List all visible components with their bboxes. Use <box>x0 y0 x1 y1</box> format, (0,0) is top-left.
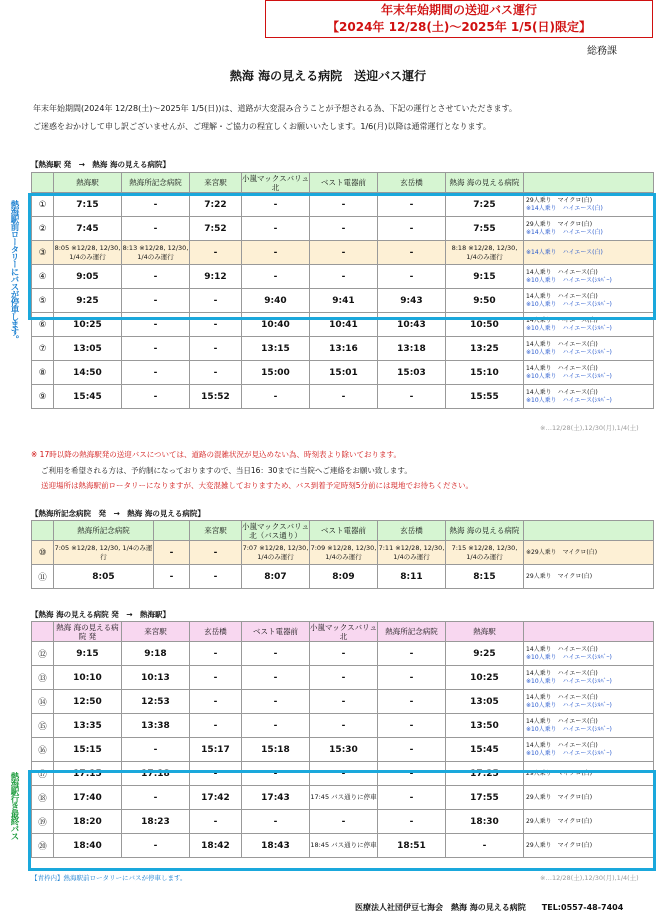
vehicle-alt: ※10人乗り ハイエース(ｼﾙﾊﾞｰ) <box>526 749 612 757</box>
vehicle-note <box>524 241 654 265</box>
row-number: ⑭ <box>32 690 54 714</box>
time-cell: - <box>190 762 242 786</box>
time-cell: 9:15 <box>446 265 524 289</box>
vehicle-alt: ※10人乗り ハイエース(ｼﾙﾊﾞｰ) <box>526 725 612 733</box>
time-cell: 15:52 <box>190 385 242 409</box>
time-cell: - <box>122 834 190 858</box>
column-header: 小嵐マックスバリュ北（バス通り） <box>242 521 309 540</box>
vehicle-primary: 14人乗り ハイエース(白) <box>526 388 598 396</box>
vehicle-note <box>524 714 654 738</box>
time-cell: 17:15 <box>54 762 122 786</box>
table-row <box>32 193 654 217</box>
table-row <box>32 762 654 786</box>
vehicle-primary: 14人乗り ハイエース(白) <box>526 316 598 324</box>
vehicle-alt: ※10人乗り ハイエース(ｼﾙﾊﾞｰ) <box>526 324 612 332</box>
time-cell: 18:43 <box>242 834 310 858</box>
time-cell: 7:25 <box>446 193 524 217</box>
row-number: ⑦ <box>32 337 54 361</box>
time-cell: - <box>310 217 378 241</box>
vehicle-primary: 29人乗り マイクロ(白) <box>526 572 593 580</box>
vehicle-alt: ※14人乗り ハイエース(白) <box>526 248 603 256</box>
time-cell: 15:10 <box>446 361 524 385</box>
time-cell: 15:55 <box>446 385 524 409</box>
table-row <box>32 834 654 858</box>
warning-text <box>31 447 641 494</box>
time-cell: 17:18 <box>122 762 190 786</box>
column-header: 小嵐マックスバリュ北 <box>242 173 309 192</box>
time-cell: - <box>242 385 310 409</box>
time-cell: - <box>242 241 310 265</box>
time-cell: - <box>190 241 242 265</box>
vehicle-note <box>524 565 654 589</box>
vehicle-note <box>524 738 654 762</box>
vehicle-note <box>524 193 654 217</box>
vehicle-note <box>524 810 654 834</box>
time-cell: 17:40 <box>54 786 122 810</box>
time-cell: 8:13 ※12/28, 12/30, 1/4のみ運行 <box>122 241 190 265</box>
row-number: ⑫ <box>32 642 54 666</box>
notice-line1: 年末年始期間の送迎バス運行 <box>380 3 537 17</box>
time-cell: - <box>122 738 190 762</box>
vehicle-note <box>524 385 654 409</box>
intro-line1: 年末年始期間(2024年 12/28(土)～2025年 1/5(日))は、道路が大変混み合うことが予想される為、下記の運行とさせていただきます。 <box>33 104 517 113</box>
vehicle-primary: 29人乗り マイクロ(白) <box>526 817 593 825</box>
time-cell: 10:25 <box>446 666 524 690</box>
time-cell: 10:25 <box>54 313 122 337</box>
vehicle-alt: ※10人乗り ハイエース(ｼﾙﾊﾞｰ) <box>526 653 612 661</box>
table-row <box>32 361 654 385</box>
header-row <box>32 622 654 642</box>
time-cell: - <box>378 762 446 786</box>
time-cell: 7:15 ※12/28, 12/30, 1/4のみ運行 <box>446 541 524 565</box>
table-row <box>32 666 654 690</box>
time-cell: 13:18 <box>378 337 446 361</box>
time-cell: 8:07 <box>242 565 310 589</box>
time-cell: 10:13 <box>122 666 190 690</box>
time-cell: - <box>378 714 446 738</box>
time-cell: 13:50 <box>446 714 524 738</box>
vehicle-note <box>524 642 654 666</box>
vehicle-alt: ※10人乗り ハイエース(ｼﾙﾊﾞｰ) <box>526 276 612 284</box>
table3-footnote: ※…12/28(土),12/30(月),1/4(土) <box>540 874 639 882</box>
time-cell: - <box>378 265 446 289</box>
footer: 医療法人社団伊豆七海会 熱海 海の見える病院 TEL:0557-48-7404 <box>355 903 624 912</box>
vehicle-alt: ※10人乗り ハイエース(ｼﾙﾊﾞｰ) <box>526 396 612 404</box>
time-cell: 18:45 バス通りに停車 <box>310 834 378 858</box>
column-header <box>154 521 190 541</box>
row-number: ⑰ <box>32 762 54 786</box>
vehicle-primary: 14人乗り ハイエース(白) <box>526 669 598 677</box>
time-cell: 10:40 <box>242 313 310 337</box>
time-cell: 15:30 <box>310 738 378 762</box>
vehicle-primary: 14人乗り ハイエース(白) <box>526 717 598 725</box>
time-cell: - <box>190 666 242 690</box>
time-cell: 18:20 <box>54 810 122 834</box>
column-header: 玄岳橋 <box>378 521 446 541</box>
table3-bottom-note: 【青枠内】熱海駅前ロータリーにバスが停車します。 <box>31 874 187 882</box>
vehicle-alt: ※14人乗り ハイエース(白) <box>526 228 603 236</box>
time-cell: 15:45 <box>54 385 122 409</box>
time-cell: - <box>378 642 446 666</box>
table-row <box>32 385 654 409</box>
time-cell: - <box>190 642 242 666</box>
time-cell: 15:18 <box>242 738 310 762</box>
time-cell: - <box>310 690 378 714</box>
table-row <box>32 714 654 738</box>
time-cell: - <box>242 666 310 690</box>
time-cell: - <box>242 265 310 289</box>
vehicle-note <box>524 834 654 858</box>
side-label-last-bus: 熱海駅行き最終バス <box>9 772 19 840</box>
table2-label: 【熱海所記念病院 発 → 熱海 海の見える病院】 <box>31 509 205 518</box>
time-cell: 9:40 <box>242 289 310 313</box>
time-cell: - <box>122 289 190 313</box>
column-header <box>524 622 654 642</box>
column-header: ベスト電器前 <box>310 521 378 541</box>
row-number: ⑥ <box>32 313 54 337</box>
column-header: 玄岳橋 <box>378 173 446 193</box>
table3-label: 【熱海 海の見える病院 発 → 熱海駅】 <box>31 610 171 619</box>
row-number: ⑬ <box>32 666 54 690</box>
vehicle-primary: 14人乗り ハイエース(白) <box>526 693 598 701</box>
row-number: ⑳ <box>32 834 54 858</box>
time-cell: - <box>310 385 378 409</box>
column-header: 来宮駅 <box>190 173 242 193</box>
time-cell: - <box>190 714 242 738</box>
timetable-clinic-to-hospital <box>31 520 654 589</box>
time-cell: - <box>310 810 378 834</box>
time-cell: 12:50 <box>54 690 122 714</box>
time-cell: - <box>190 313 242 337</box>
time-cell: 18:40 <box>54 834 122 858</box>
table-row <box>32 265 654 289</box>
time-cell: 18:23 <box>122 810 190 834</box>
column-header: 来宮駅 <box>122 622 190 642</box>
notice-line2: 【2024年 12/28(土)～2025年 1/5(日)限定】 <box>327 20 591 34</box>
time-cell: 7:07 ※12/28, 12/30, 1/4のみ運行 <box>242 541 310 565</box>
time-cell: - <box>122 361 190 385</box>
row-number: ① <box>32 193 54 217</box>
time-cell: 10:50 <box>446 313 524 337</box>
time-cell: - <box>242 762 310 786</box>
time-cell: - <box>242 714 310 738</box>
time-cell: 9:25 <box>54 289 122 313</box>
time-cell: 15:00 <box>242 361 310 385</box>
time-cell: 13:35 <box>54 714 122 738</box>
side-label-rotary: 熱海駅前ロータリーにバスが停車します。 <box>9 200 19 343</box>
time-cell: 7:15 <box>54 193 122 217</box>
vehicle-alt: ※10人乗り ハイエース(ｼﾙﾊﾞｰ) <box>526 300 612 308</box>
table-row <box>32 313 654 337</box>
table-row <box>32 810 654 834</box>
time-cell: 13:15 <box>242 337 310 361</box>
column-header: 熱海駅 <box>54 173 122 193</box>
time-cell: - <box>242 217 310 241</box>
time-cell: - <box>190 541 242 565</box>
department: 総務課 <box>587 46 617 57</box>
vehicle-primary: 14人乗り ハイエース(白) <box>526 741 598 749</box>
time-cell: 7:55 <box>446 217 524 241</box>
time-cell: 15:03 <box>378 361 446 385</box>
time-cell: 13:05 <box>54 337 122 361</box>
vehicle-note <box>524 762 654 786</box>
time-cell: - <box>242 810 310 834</box>
time-cell: 9:12 <box>190 265 242 289</box>
column-header: 熱海所記念病院 <box>378 622 446 642</box>
time-cell: - <box>378 666 446 690</box>
vehicle-note <box>524 265 654 289</box>
vehicle-primary: 29人乗り マイクロ(白) <box>526 196 593 204</box>
row-number: ⑱ <box>32 786 54 810</box>
column-header: 熱海 海の見える病院 発 <box>54 622 122 642</box>
vehicle-note <box>524 541 654 565</box>
page-title: 熱海 海の見える病院 送迎バス運行 <box>229 69 427 83</box>
column-header: 熱海所記念病院 <box>122 173 190 193</box>
table1-footnote: ※…12/28(土),12/30(月),1/4(土) <box>540 424 639 432</box>
time-cell: 8:09 <box>310 565 378 589</box>
time-cell: 7:52 <box>190 217 242 241</box>
column-header <box>32 622 54 642</box>
row-number: ③ <box>32 241 54 265</box>
time-cell: - <box>122 313 190 337</box>
table1-label: 【熱海駅 発 → 熱海 海の見える病院】 <box>31 160 171 169</box>
row-number: ② <box>32 217 54 241</box>
column-header: ベスト電器前 <box>310 173 378 193</box>
time-cell: - <box>190 337 242 361</box>
time-cell: - <box>378 217 446 241</box>
time-cell: - <box>190 810 242 834</box>
time-cell: - <box>122 193 190 217</box>
vehicle-note <box>524 786 654 810</box>
vehicle-note <box>524 313 654 337</box>
time-cell: 15:01 <box>310 361 378 385</box>
column-header <box>524 173 654 193</box>
time-cell: - <box>310 265 378 289</box>
column-header <box>524 521 654 541</box>
notice-box <box>265 0 653 38</box>
time-cell: - <box>378 690 446 714</box>
timetable-station-to-hospital <box>31 172 654 409</box>
vehicle-alt: ※10人乗り ハイエース(ｼﾙﾊﾞｰ) <box>526 348 612 356</box>
column-header: 来宮駅 <box>190 521 242 541</box>
time-cell: 7:05 ※12/28, 12/30, 1/4のみ運行 <box>54 541 154 565</box>
row-number: ⑨ <box>32 385 54 409</box>
time-cell: - <box>242 642 310 666</box>
time-cell: 17:43 <box>242 786 310 810</box>
time-cell: 10:10 <box>54 666 122 690</box>
time-cell: 10:41 <box>310 313 378 337</box>
column-header: 熱海 海の見える病院 <box>446 173 524 193</box>
time-cell: 17:25 <box>446 762 524 786</box>
time-cell: 8:05 ※12/28, 12/30, 1/4のみ運行 <box>54 241 122 265</box>
time-cell: 15:45 <box>446 738 524 762</box>
time-cell: - <box>242 193 310 217</box>
time-cell: 8:11 <box>378 565 446 589</box>
vehicle-note <box>524 217 654 241</box>
time-cell: 9:15 <box>54 642 122 666</box>
vehicle-primary: 29人乗り マイクロ(白) <box>526 220 593 228</box>
vehicle-primary: 14人乗り ハイエース(白) <box>526 340 598 348</box>
table-row <box>32 541 654 565</box>
time-cell: 14:50 <box>54 361 122 385</box>
column-header: ベスト電器前 <box>242 622 310 642</box>
time-cell: - <box>378 810 446 834</box>
warning-line3: 送迎場所は熱海駅前ロータリーになりますが、大変混雑しておりますため、バス到着予定時刻5分前には現地でお待ちください。 <box>41 481 473 490</box>
time-cell: - <box>122 265 190 289</box>
vehicle-primary: 14人乗り ハイエース(白) <box>526 364 598 372</box>
vehicle-note <box>524 690 654 714</box>
vehicle-primary: 14人乗り ハイエース(白) <box>526 268 598 276</box>
time-cell: - <box>242 690 310 714</box>
time-cell: - <box>446 834 524 858</box>
row-number: ⑪ <box>32 565 54 589</box>
vehicle-alt: ※10人乗り ハイエース(ｼﾙﾊﾞｰ) <box>526 701 612 709</box>
time-cell: 9:50 <box>446 289 524 313</box>
timetable-hospital-to-station <box>31 621 654 858</box>
time-cell: 13:38 <box>122 714 190 738</box>
time-cell: - <box>122 786 190 810</box>
time-cell: - <box>154 541 190 565</box>
time-cell: 9:41 <box>310 289 378 313</box>
time-cell: - <box>310 241 378 265</box>
time-cell: - <box>310 193 378 217</box>
time-cell: 18:30 <box>446 810 524 834</box>
table-row <box>32 289 654 313</box>
vehicle-note <box>524 337 654 361</box>
time-cell: 9:05 <box>54 265 122 289</box>
time-cell: - <box>190 690 242 714</box>
vehicle-alt: ※10人乗り ハイエース(ｼﾙﾊﾞｰ) <box>526 677 612 685</box>
row-number: ④ <box>32 265 54 289</box>
time-cell: 9:25 <box>446 642 524 666</box>
time-cell: 8:18 ※12/28, 12/30, 1/4のみ運行 <box>446 241 524 265</box>
time-cell: - <box>378 385 446 409</box>
time-cell: - <box>190 289 242 313</box>
time-cell: 12:53 <box>122 690 190 714</box>
vehicle-note <box>524 361 654 385</box>
time-cell: 18:51 <box>378 834 446 858</box>
vehicle-alt: ※10人乗り ハイエース(ｼﾙﾊﾞｰ) <box>526 372 612 380</box>
table-row <box>32 241 654 265</box>
time-cell: - <box>122 385 190 409</box>
time-cell: - <box>310 762 378 786</box>
row-number: ⑤ <box>32 289 54 313</box>
time-cell: - <box>122 337 190 361</box>
column-header: 熱海 海の見える病院 <box>446 521 524 541</box>
time-cell: 15:17 <box>190 738 242 762</box>
time-cell: 17:55 <box>446 786 524 810</box>
time-cell: - <box>310 642 378 666</box>
time-cell: 9:18 <box>122 642 190 666</box>
time-cell: - <box>310 714 378 738</box>
header-row <box>32 521 654 541</box>
time-cell: 7:11 ※12/28, 12/30, 1/4のみ運行 <box>378 541 446 565</box>
column-header: 小嵐マックスバリュ北 <box>310 622 377 641</box>
time-cell: 18:42 <box>190 834 242 858</box>
intro-text <box>33 100 633 136</box>
row-number: ⑩ <box>32 541 54 565</box>
intro-line2: ご迷惑をおかけして申し訳ございませんが、ご理解・ご協力の程宜しくお願いいたします。1/6(月)以降は通常運行となります。 <box>33 122 491 131</box>
time-cell: 7:22 <box>190 193 242 217</box>
table-row <box>32 786 654 810</box>
time-cell: - <box>378 738 446 762</box>
time-cell: - <box>122 217 190 241</box>
row-number: ⑮ <box>32 714 54 738</box>
vehicle-primary: 29人乗り マイクロ(白) <box>526 841 593 849</box>
time-cell: 8:15 <box>446 565 524 589</box>
table-row <box>32 738 654 762</box>
time-cell: - <box>190 361 242 385</box>
time-cell: 15:15 <box>54 738 122 762</box>
time-cell: 7:45 <box>54 217 122 241</box>
header-row <box>32 173 654 193</box>
time-cell: 17:45 バス通りに停車 <box>310 786 378 810</box>
column-header: 熱海所記念病院 <box>54 521 154 541</box>
time-cell: 13:25 <box>446 337 524 361</box>
time-cell: 13:05 <box>446 690 524 714</box>
time-cell: 17:42 <box>190 786 242 810</box>
time-cell: 13:16 <box>310 337 378 361</box>
vehicle-primary: 29人乗り マイクロ(白) <box>526 769 593 777</box>
table-row <box>32 642 654 666</box>
time-cell: - <box>190 565 242 589</box>
column-header: 熱海駅 <box>446 622 524 642</box>
vehicle-alt: ※14人乗り ハイエース(白) <box>526 204 603 212</box>
table-row <box>32 217 654 241</box>
vehicle-primary: 14人乗り ハイエース(白) <box>526 292 598 300</box>
warning-line1: ※ 17時以降の熱海駅発の送迎バスについては、道路の混雑状況が見込めない為、時刻表より除いております。 <box>31 450 401 459</box>
time-cell: 10:43 <box>378 313 446 337</box>
table-row <box>32 690 654 714</box>
time-cell: 7:09 ※12/28, 12/30, 1/4のみ運行 <box>310 541 378 565</box>
time-cell: 9:43 <box>378 289 446 313</box>
column-header: 玄岳橋 <box>190 622 242 642</box>
row-number: ⑲ <box>32 810 54 834</box>
vehicle-primary: ※29人乗り マイクロ(白) <box>526 548 598 556</box>
warning-line2: ご利用を希望される方は、予約制になっておりますので、当日16：30までに当院へご連絡をお願い致します。 <box>41 465 412 475</box>
vehicle-primary: 14人乗り ハイエース(白) <box>526 645 598 653</box>
vehicle-primary: 29人乗り マイクロ(白) <box>526 793 593 801</box>
time-cell: - <box>154 565 190 589</box>
time-cell: - <box>378 786 446 810</box>
table-row <box>32 565 654 589</box>
vehicle-note <box>524 666 654 690</box>
row-number: ⑯ <box>32 738 54 762</box>
time-cell: 8:05 <box>54 565 154 589</box>
table-row <box>32 337 654 361</box>
column-header <box>32 173 54 193</box>
column-header <box>32 521 54 541</box>
time-cell: - <box>378 241 446 265</box>
time-cell: - <box>378 193 446 217</box>
row-number: ⑧ <box>32 361 54 385</box>
time-cell: - <box>310 666 378 690</box>
vehicle-note <box>524 289 654 313</box>
